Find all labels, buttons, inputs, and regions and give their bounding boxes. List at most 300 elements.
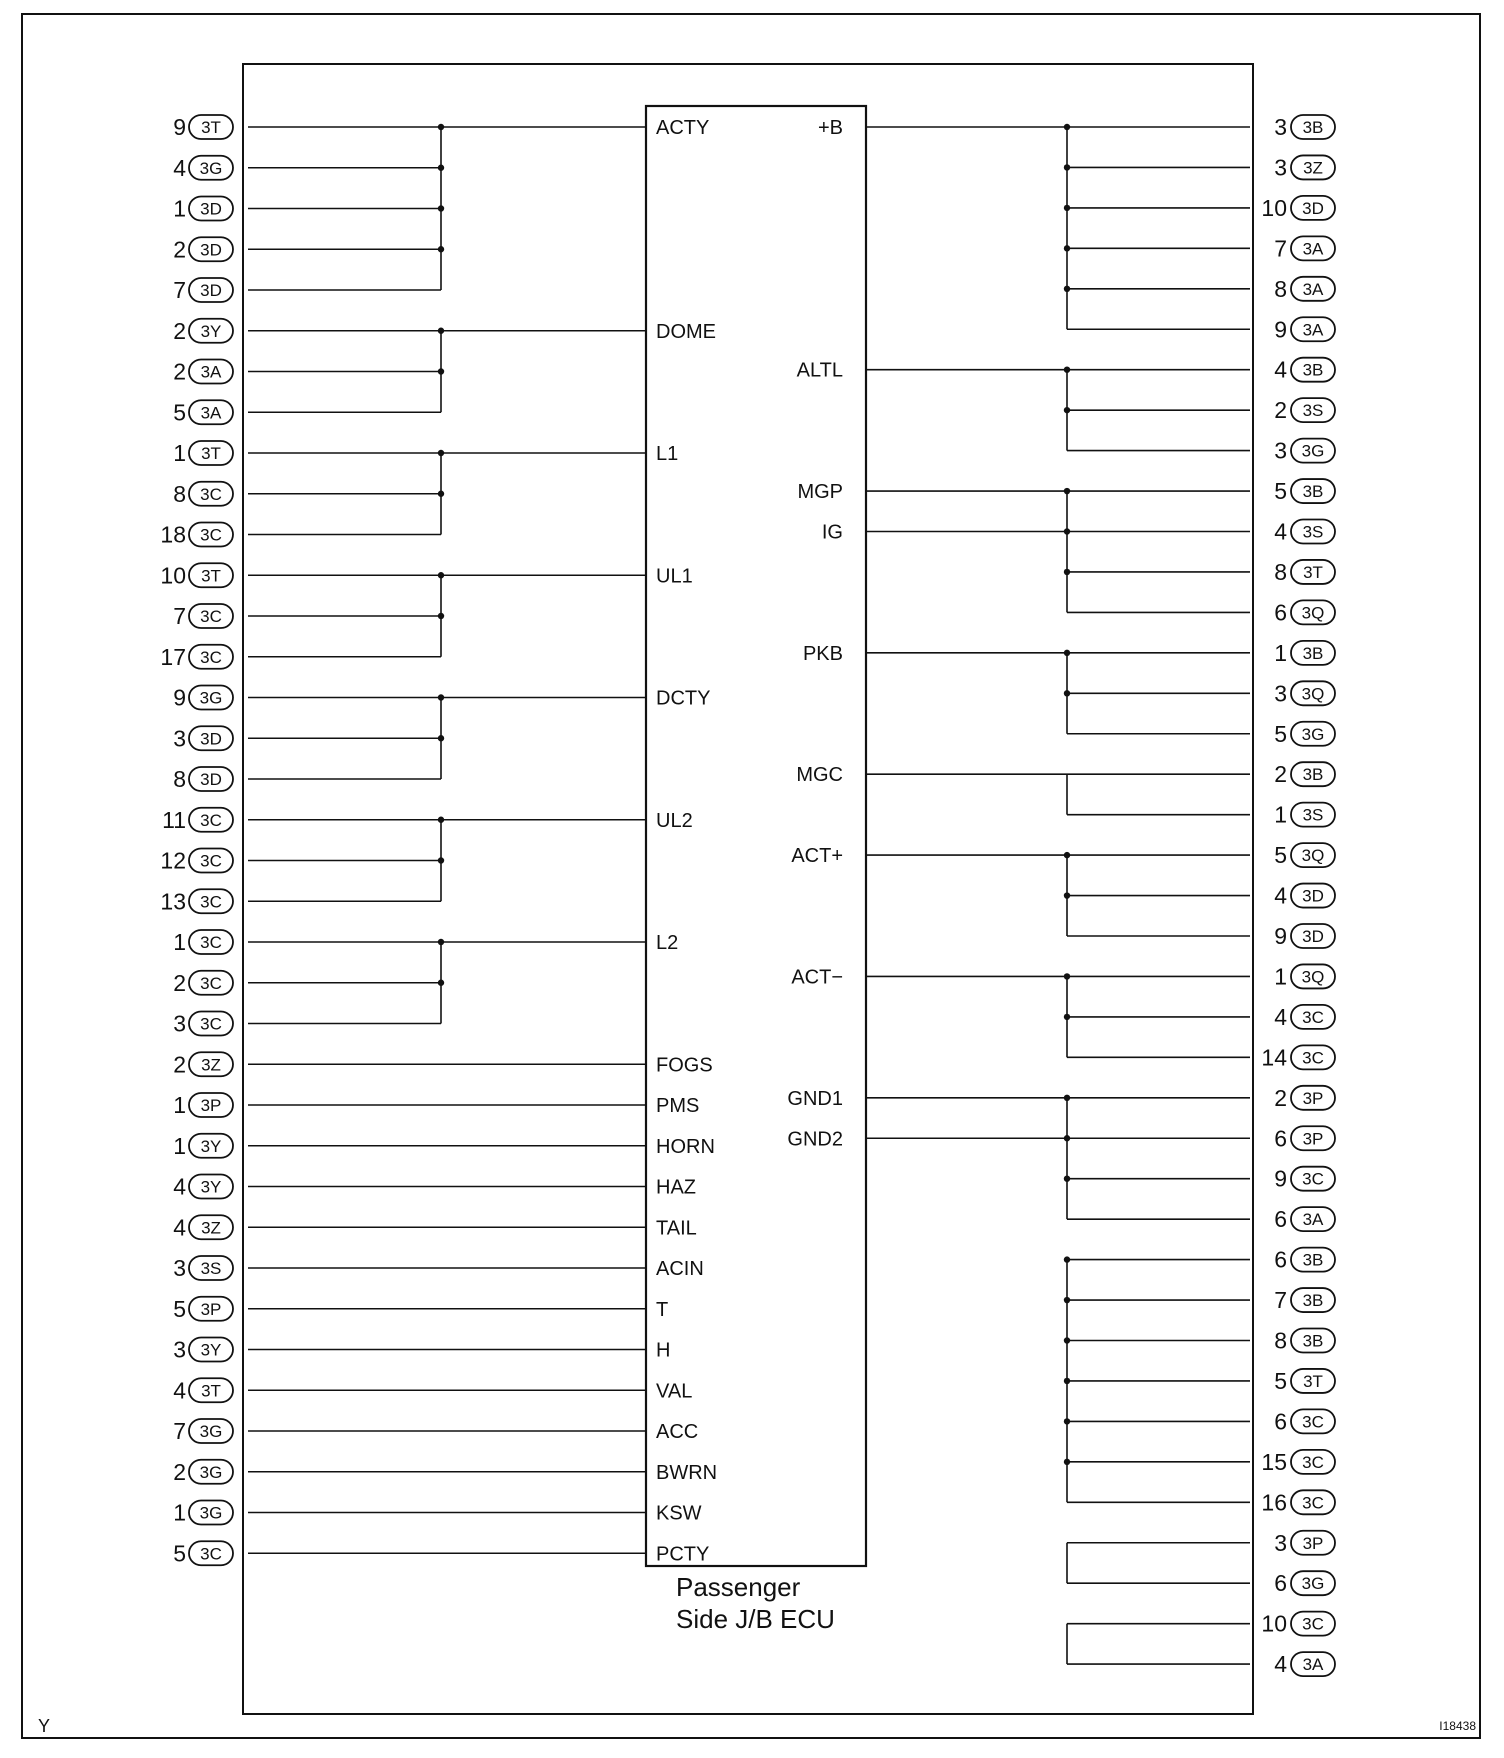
right-pin-21 [1274, 963, 1335, 989]
left-pin-35 [173, 1540, 233, 1566]
left-pin-5 [173, 318, 233, 344]
left-pin-28 [173, 1255, 233, 1281]
pin-number: 8 [1274, 275, 1287, 302]
pin-number: 8 [1274, 558, 1287, 585]
pin-number: 1 [173, 440, 186, 466]
pin-number: 7 [173, 277, 186, 303]
pin-number: 4 [1274, 1003, 1287, 1030]
connector-code: 3B [1302, 1250, 1324, 1270]
ecu-title-line2: Side J/B ECU [676, 1604, 835, 1634]
left-pin-20 [173, 929, 233, 955]
right-pin-16 [1274, 761, 1335, 787]
junction-dot [1064, 1256, 1070, 1262]
pin-number: 3 [1274, 154, 1287, 181]
pin-number: 1 [173, 929, 186, 955]
right-pin-11 [1274, 559, 1335, 585]
pin-number: 1 [173, 1092, 186, 1118]
pin-number: 9 [1274, 1165, 1287, 1192]
pin-number: 7 [1274, 1287, 1287, 1314]
pin-number: 2 [173, 1458, 186, 1485]
junction-dot [1064, 1378, 1070, 1384]
pin-number: 4 [173, 1377, 186, 1404]
right-pin-20 [1274, 923, 1335, 949]
pin-number: 4 [1274, 518, 1287, 545]
left-pin-23 [173, 1051, 233, 1077]
connector-code: 3S [1302, 401, 1324, 421]
junction-dot [1064, 1095, 1070, 1101]
pin-number: 7 [173, 603, 186, 629]
junction-dot [438, 817, 444, 823]
connector-code: 3D [200, 770, 222, 789]
connector-code: 3A [1302, 279, 1324, 299]
left-pin-32 [173, 1418, 233, 1444]
pin-number: 6 [1274, 1570, 1287, 1597]
pin-number: 6 [1274, 599, 1287, 626]
connector-code: 3S [1302, 522, 1324, 542]
connector-code: 3C [200, 647, 222, 667]
ecu-left-signal: HORN [656, 1135, 715, 1158]
pin-number: 1 [173, 195, 186, 222]
ecu-right-signal: MGC [796, 764, 843, 787]
figure-code: I18438 [1439, 1719, 1476, 1733]
right-pin-12 [1274, 599, 1335, 625]
ecu-left-signal: UL2 [656, 809, 693, 832]
connector-code: 3C [200, 1544, 222, 1564]
right-pin-13 [1274, 640, 1335, 666]
right-connector-pins [1261, 114, 1335, 1677]
left-pin-21 [173, 970, 233, 996]
connector-code: 3A [200, 362, 222, 382]
pin-number: 6 [1274, 1246, 1287, 1273]
junction-dot [1064, 569, 1070, 575]
connector-code: 3D [200, 281, 222, 300]
right-pin-22 [1274, 1004, 1335, 1030]
connector-code: 3D [1302, 927, 1324, 946]
pin-number: 9 [1274, 923, 1287, 949]
pin-number: 5 [1274, 842, 1287, 869]
pin-number: 10 [1261, 1610, 1287, 1637]
pin-number: 10 [1261, 194, 1287, 221]
pin-number: 4 [173, 1214, 186, 1241]
connector-code: 3P [1302, 1129, 1324, 1149]
junction-dot [1064, 690, 1070, 696]
right-pin-4 [1274, 276, 1335, 302]
connector-code: 3G [199, 688, 223, 708]
left-pin-33 [173, 1459, 233, 1485]
connector-code: 3G [1301, 441, 1325, 461]
pin-number: 8 [1274, 1327, 1287, 1354]
left-pin-17 [162, 807, 233, 833]
connector-code: 3G [199, 1503, 223, 1523]
connector-code: 3C [200, 1014, 222, 1034]
pin-number: 3 [1274, 680, 1287, 707]
junction-dot [438, 246, 444, 252]
junction-dot [1064, 852, 1070, 858]
pin-number: 17 [160, 643, 186, 670]
ecu-right-signal: ACT− [791, 966, 843, 989]
connector-code: 3T [201, 566, 221, 586]
pin-number: 10 [160, 562, 186, 589]
left-pin-22 [173, 1011, 233, 1037]
connector-code: 3B [1302, 482, 1324, 502]
connector-code: 3B [1302, 765, 1324, 785]
connector-code: 3C [1302, 1048, 1324, 1068]
pin-number: 6 [1274, 1408, 1287, 1435]
pin-number: 8 [173, 480, 186, 507]
junction-dot [1064, 1297, 1070, 1303]
left-pin-34 [173, 1500, 233, 1526]
connector-code: 3G [1301, 1574, 1325, 1594]
connector-code: 3P [200, 1299, 222, 1319]
junction-dot [438, 735, 444, 741]
junction-dot [1064, 1337, 1070, 1343]
junction-dot [438, 450, 444, 456]
connector-code: 3D [200, 729, 222, 749]
connector-code: 3C [200, 892, 222, 912]
junction-dot [438, 939, 444, 945]
connector-code: 3A [1302, 239, 1324, 259]
right-pin-31 [1274, 1368, 1335, 1394]
ecu-right-signal: PKB [802, 642, 843, 665]
connector-code: 3P [1302, 1088, 1324, 1108]
junction-dot [438, 613, 444, 619]
right-pin-17 [1274, 802, 1335, 828]
right-pin-2 [1261, 195, 1335, 221]
pin-number: 3 [173, 1010, 186, 1037]
ecu-right-signal: GND1 [787, 1087, 843, 1110]
ecu-left-signal: TAIL [656, 1217, 697, 1240]
ecu-left-signal: T [656, 1298, 669, 1321]
junction-dot [1064, 124, 1070, 130]
left-pin-12 [173, 603, 233, 629]
connector-code: 3S [1302, 805, 1324, 825]
junction-dot [1064, 1176, 1070, 1182]
pin-number: 7 [1274, 235, 1287, 262]
connector-code: 3D [200, 199, 222, 219]
right-pin-0 [1274, 114, 1335, 140]
pin-number: 14 [1261, 1044, 1287, 1071]
connector-code: 3Q [1301, 603, 1325, 623]
connector-code: 3C [200, 484, 222, 504]
junction-dot [438, 694, 444, 700]
pin-number: 2 [1274, 1084, 1287, 1111]
ecu-left-signal: FOGS [656, 1054, 713, 1077]
connector-code: 3C [200, 607, 222, 626]
connector-code: 3G [199, 1462, 223, 1482]
connector-code: 3P [1302, 1533, 1324, 1553]
pin-number: 4 [1274, 882, 1287, 909]
connector-code: 3B [1302, 1331, 1324, 1351]
connector-code: 3C [1302, 1452, 1324, 1472]
pin-number: 1 [1274, 639, 1287, 666]
junction-dot [438, 205, 444, 211]
ecu-right-signal: GND2 [787, 1128, 843, 1151]
right-pin-34 [1261, 1489, 1335, 1515]
right-pin-1 [1274, 154, 1335, 180]
junction-dot [438, 165, 444, 171]
ecu-signal-labels [656, 117, 843, 1565]
connector-code: 3T [201, 444, 221, 463]
connector-code: 3C [200, 810, 222, 830]
connector-code: 3C [1302, 1493, 1324, 1513]
connector-code: 3S [200, 1259, 222, 1278]
pin-number: 4 [1274, 356, 1287, 383]
pin-number: 15 [1261, 1448, 1287, 1475]
connector-code: 3Y [200, 321, 222, 341]
pin-number: 5 [1274, 1367, 1287, 1394]
ecu-left-signal: ACC [656, 1421, 699, 1443]
junction-dot [1064, 892, 1070, 898]
right-pin-7 [1274, 397, 1335, 423]
ecu-left-signal: PMS [656, 1095, 700, 1117]
pin-number: 2 [173, 1051, 186, 1078]
pin-number: 2 [173, 358, 186, 385]
left-pin-2 [173, 196, 233, 222]
left-pin-3 [173, 236, 233, 262]
pin-number: 3 [1274, 1529, 1287, 1556]
junction-dot [1064, 650, 1070, 656]
ecu-left-signal: PCTY [656, 1543, 710, 1566]
pin-number: 5 [173, 399, 186, 426]
connector-code: 3T [1303, 562, 1323, 582]
connector-code: 3A [1302, 1210, 1324, 1230]
junction-dot [438, 572, 444, 578]
junction-dot [1064, 1135, 1070, 1141]
connector-code: 3C [1302, 1614, 1324, 1634]
pin-number: 13 [160, 888, 186, 915]
pin-number: 9 [173, 114, 186, 140]
pin-number: 16 [1261, 1489, 1287, 1516]
pin-number: 5 [173, 1540, 186, 1567]
connector-code: 3Z [201, 1218, 221, 1238]
pin-number: 1 [1274, 801, 1287, 828]
ecu-left-signal: UL1 [656, 565, 693, 588]
connector-code: 3T [201, 1381, 221, 1401]
left-pin-14 [173, 685, 233, 711]
junction-dot [1064, 286, 1070, 292]
right-pin-38 [1274, 1651, 1335, 1677]
right-pin-30 [1274, 1328, 1335, 1354]
connector-code: 3C [1302, 1169, 1324, 1189]
connector-code: 3Y [200, 1136, 222, 1156]
pin-number: 3 [173, 1255, 186, 1281]
connector-code: 3Q [1301, 684, 1325, 704]
pin-number: 9 [1274, 316, 1287, 343]
junction-dot [1064, 205, 1070, 211]
connector-code: 3T [201, 118, 221, 137]
right-pin-3 [1274, 235, 1335, 261]
connector-code: 3G [199, 158, 223, 178]
wires [248, 127, 1250, 1664]
pin-number: 8 [173, 766, 186, 792]
pin-number: 5 [1274, 478, 1287, 505]
ecu-right-signal: IG [821, 521, 843, 544]
right-pin-8 [1274, 438, 1335, 464]
ecu-left-signal: DOME [656, 320, 716, 343]
right-pin-24 [1274, 1085, 1335, 1111]
connector-code: 3T [1303, 1371, 1323, 1391]
ecu-left-signal: DCTY [656, 687, 711, 710]
ecu-left-signal: H [656, 1339, 671, 1362]
ecu-left-signal: ACTY [656, 117, 710, 139]
pin-number: 6 [1274, 1125, 1287, 1152]
right-pin-28 [1274, 1247, 1335, 1273]
connector-code: 3Q [1301, 846, 1325, 866]
right-pin-10 [1274, 519, 1335, 545]
pin-number: 5 [1274, 720, 1287, 747]
pin-number: 1 [173, 1499, 186, 1526]
junction-dot [438, 491, 444, 497]
connector-code: 3G [199, 1422, 223, 1441]
junction-dots [438, 124, 1070, 1465]
left-pin-29 [173, 1296, 233, 1322]
ecu-left-signal: HAZ [656, 1176, 696, 1199]
pin-number: 9 [173, 684, 186, 711]
right-pin-18 [1274, 842, 1335, 868]
pin-number: 3 [173, 725, 186, 752]
ecu-right-signal: ALTL [796, 359, 843, 382]
left-pin-19 [160, 888, 233, 914]
left-pin-26 [173, 1174, 233, 1200]
ecu-right-signal: ACT+ [791, 845, 843, 868]
corner-label-left: Y [38, 1716, 51, 1736]
junction-dot [438, 980, 444, 986]
pin-number: 4 [1274, 1651, 1287, 1678]
junction-dot [438, 857, 444, 863]
junction-dot [1064, 407, 1070, 413]
connector-code: 3C [1302, 1412, 1324, 1432]
left-pin-15 [173, 725, 233, 751]
pin-number: 6 [1274, 1206, 1287, 1233]
right-pin-27 [1274, 1206, 1335, 1232]
outer-frame [22, 14, 1480, 1738]
connector-code: 3B [1302, 118, 1324, 137]
pin-number: 3 [1274, 114, 1287, 140]
connector-code: 3Z [1303, 158, 1323, 178]
junction-dot [1064, 973, 1070, 979]
connector-code: 3D [1302, 198, 1324, 218]
pin-number: 3 [1274, 437, 1287, 464]
left-pin-16 [173, 766, 233, 792]
right-pin-15 [1274, 721, 1335, 747]
connector-code: 3C [1302, 1007, 1324, 1027]
pin-number: 18 [160, 521, 186, 548]
pin-number: 3 [173, 1336, 186, 1363]
pin-number: 4 [173, 1173, 186, 1200]
right-pin-35 [1274, 1530, 1335, 1556]
ecu-right-signal: +B [817, 117, 843, 139]
connector-code: 3D [1302, 886, 1324, 906]
pin-number: 1 [173, 1132, 186, 1159]
ecu-right-signal: MGP [797, 481, 843, 504]
connector-code: 3C [200, 525, 222, 545]
left-pin-24 [173, 1092, 233, 1118]
left-connector-pins [160, 114, 233, 1566]
pin-number: 2 [173, 236, 186, 263]
connector-code: 3C [200, 851, 222, 871]
left-pin-27 [173, 1214, 233, 1240]
ecu-left-signal: L2 [656, 932, 679, 954]
pin-number: 1 [1274, 963, 1287, 990]
pin-number: 2 [173, 969, 186, 996]
left-pin-0 [173, 114, 233, 140]
pin-number: 7 [173, 1418, 186, 1444]
connector-code: 3P [200, 1096, 222, 1115]
right-pin-36 [1274, 1570, 1335, 1596]
connector-code: 3B [1302, 643, 1324, 663]
connector-code: 3Z [201, 1055, 221, 1075]
right-pin-29 [1274, 1287, 1335, 1313]
pin-number: 11 [162, 806, 186, 833]
right-pin-9 [1274, 478, 1335, 504]
connector-code: 3A [200, 403, 222, 423]
left-pin-6 [173, 359, 233, 385]
junction-dot [1064, 1014, 1070, 1020]
pin-number: 12 [160, 847, 186, 874]
junction-dot [438, 328, 444, 334]
pin-number: 2 [173, 317, 186, 344]
pin-number: 2 [1274, 761, 1287, 788]
left-pin-10 [160, 522, 233, 548]
connector-code: 3Q [1301, 967, 1325, 987]
junction-dot [1064, 164, 1070, 170]
left-pin-30 [173, 1337, 233, 1363]
ecu-left-signal: L1 [656, 443, 679, 465]
right-pin-14 [1274, 680, 1335, 706]
left-pin-11 [160, 562, 233, 588]
left-pin-31 [173, 1377, 233, 1403]
connector-code: 3Y [200, 1340, 222, 1360]
connector-code: 3B [1302, 1291, 1324, 1311]
ecu-left-signal: VAL [656, 1380, 693, 1403]
right-pin-32 [1274, 1408, 1335, 1434]
left-pin-18 [160, 848, 233, 874]
junction-dot [1064, 528, 1070, 534]
left-pin-25 [173, 1133, 233, 1159]
right-pin-5 [1274, 316, 1335, 342]
left-pin-4 [173, 277, 233, 303]
right-pin-33 [1261, 1449, 1335, 1475]
junction-dot [1064, 367, 1070, 373]
connector-code: 3G [1301, 724, 1325, 744]
junction-dot [1064, 488, 1070, 494]
right-pin-25 [1274, 1125, 1335, 1151]
left-pin-13 [160, 644, 233, 670]
ecu-title-line1: Passenger [676, 1572, 801, 1602]
right-pin-6 [1274, 357, 1335, 383]
left-pin-9 [173, 481, 233, 507]
connector-code: 3C [200, 973, 222, 993]
junction-dot [1064, 1459, 1070, 1465]
right-pin-37 [1261, 1611, 1335, 1637]
junction-block-frame [243, 64, 1253, 1714]
left-pin-7 [173, 399, 233, 425]
junction-dot [438, 368, 444, 374]
junction-dot [1064, 245, 1070, 251]
left-pin-8 [173, 440, 233, 466]
junction-dot [1064, 1418, 1070, 1424]
junction-dot [438, 124, 444, 130]
right-pin-26 [1274, 1166, 1335, 1192]
connector-code: 3B [1302, 360, 1324, 380]
connector-code: 3C [200, 933, 222, 952]
connector-code: 3D [200, 240, 222, 260]
pin-number: 2 [1274, 397, 1287, 424]
right-pin-19 [1274, 883, 1335, 909]
pin-number: 5 [173, 1295, 186, 1322]
ecu-left-signal: KSW [656, 1502, 702, 1525]
connector-code: 3A [1302, 1655, 1324, 1675]
